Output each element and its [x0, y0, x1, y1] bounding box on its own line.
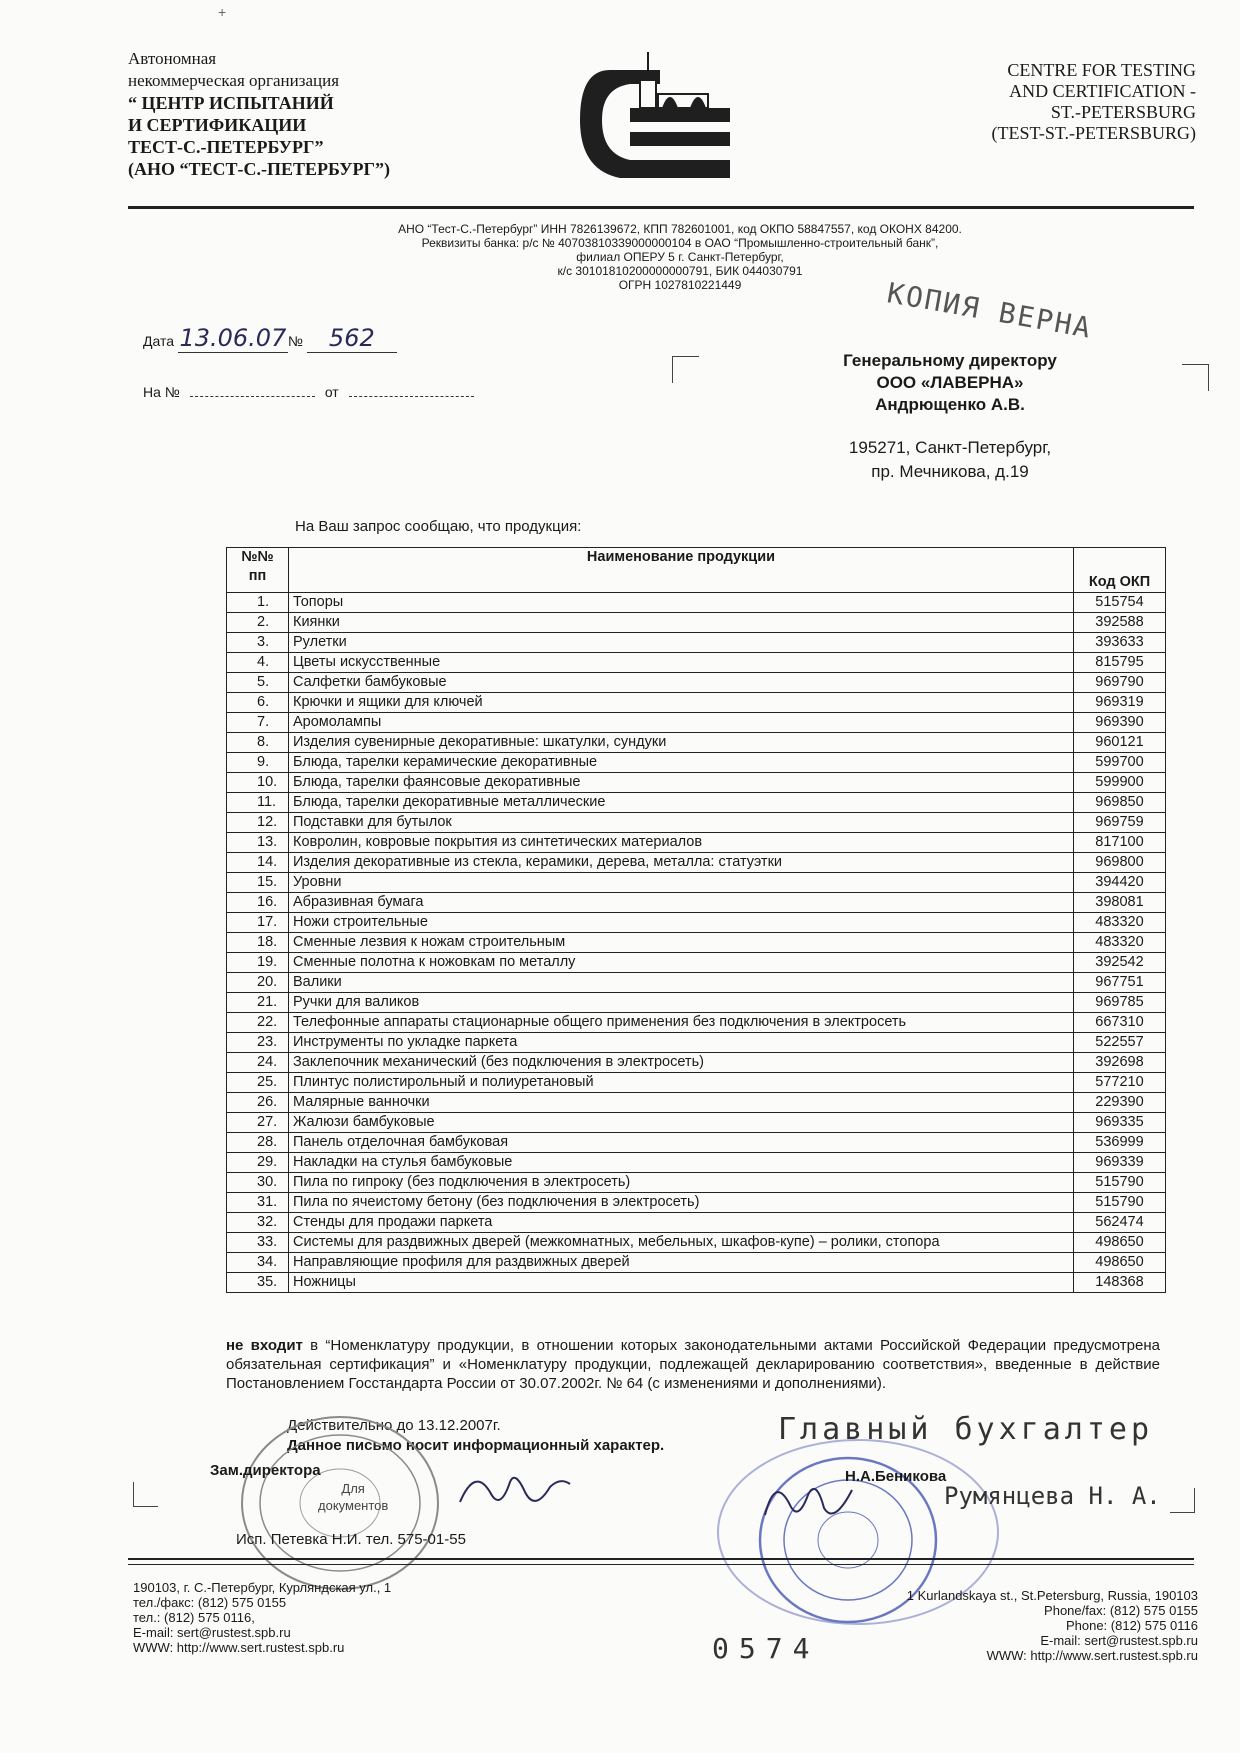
table-row [227, 1113, 1166, 1133]
footer-line: Phone: (812) 575 0116 [1065, 1618, 1198, 1633]
footer-contacts-en [907, 1588, 1198, 1663]
row-number: 12. [227, 813, 289, 833]
footer-line: 1 Kurlandskaya st., St.Petersburg, Russia, 190103 [906, 1588, 1198, 1603]
number-label: № [287, 333, 303, 349]
table-row [227, 593, 1166, 613]
org-ru-line: ТЕСТ-С.-ПЕТЕРБУРГ” [128, 137, 324, 157]
okp-code: 498650 [1074, 1253, 1166, 1273]
org-en-line: (TEST-ST.-PETERSBURG) [991, 123, 1196, 143]
org-en-line: ST.-PETERSBURG [1050, 102, 1196, 122]
bank-line: Реквизиты банка: р/с № 40703810339000000104 в ОАО “Промышленно-строительный банк”, [421, 236, 939, 250]
table-row [227, 613, 1166, 633]
product-name: Пила по ячеистому бетону (без подключения в электросеть) [289, 1193, 1074, 1213]
table-row [227, 813, 1166, 833]
row-number: 35. [227, 1273, 289, 1293]
table-row [227, 633, 1166, 653]
table-row [227, 1013, 1166, 1033]
okp-code: 817100 [1074, 833, 1166, 853]
okp-code: 498650 [1074, 1233, 1166, 1253]
okp-code: 969390 [1074, 713, 1166, 733]
okp-code: 599900 [1074, 773, 1166, 793]
validity-text: Действительно до 13.12.2007г. [287, 1417, 501, 1434]
bank-line: филиал ОПЕРУ 5 г. Санкт-Петербург, [576, 250, 784, 264]
row-number: 6. [227, 693, 289, 713]
product-name: Крючки и ящики для ключей [289, 693, 1074, 713]
row-number: 11. [227, 793, 289, 813]
date-line [143, 324, 397, 353]
director-signature-icon [455, 1462, 575, 1522]
org-ru-line: И СЕРТИФИКАЦИИ [128, 115, 307, 135]
table-row [227, 1193, 1166, 1213]
row-number: 34. [227, 1253, 289, 1273]
product-name: Ножницы [289, 1273, 1074, 1293]
row-number: 9. [227, 753, 289, 773]
org-name-en [896, 60, 1196, 144]
okp-code: 483320 [1074, 913, 1166, 933]
product-name: Киянки [289, 613, 1074, 633]
okp-code: 398081 [1074, 893, 1166, 913]
intro-text: На Ваш запрос сообщаю, что продукция: [295, 518, 582, 535]
product-name: Салфетки бамбуковые [289, 673, 1074, 693]
table-row [227, 733, 1166, 753]
table-row [227, 753, 1166, 773]
footer-line: WWW: http://www.sert.rustest.spb.ru [986, 1648, 1198, 1663]
okp-code: 483320 [1074, 933, 1166, 953]
okp-code: 562474 [1074, 1213, 1166, 1233]
product-name: Системы для раздвижных дверей (межкомнатных, мебельных, шкафов-купе) – ролики, стопора [289, 1233, 1074, 1253]
okp-code: 515790 [1074, 1173, 1166, 1193]
address-corner [1182, 364, 1209, 391]
okp-code: 392698 [1074, 1053, 1166, 1073]
row-number: 19. [227, 953, 289, 973]
okp-code: 392588 [1074, 613, 1166, 633]
product-name: Рулетки [289, 633, 1074, 653]
row-number: 20. [227, 973, 289, 993]
okp-code: 969335 [1074, 1113, 1166, 1133]
okp-code: 967751 [1074, 973, 1166, 993]
row-number: 16. [227, 893, 289, 913]
row-number: 13. [227, 833, 289, 853]
row-number: 3. [227, 633, 289, 653]
table-row [227, 1053, 1166, 1073]
cathedral-logo-icon [570, 50, 760, 190]
row-number: 17. [227, 913, 289, 933]
product-name: Сменные лезвия к ножам строительным [289, 933, 1074, 953]
table-row [227, 1093, 1166, 1113]
col-header-name: Наименование продукции [289, 548, 1074, 593]
product-name: Аромолампы [289, 713, 1074, 733]
footer-divider [128, 1564, 1194, 1565]
statement-lead: не входит [226, 1337, 303, 1354]
okp-code: 815795 [1074, 653, 1166, 673]
org-ru-line: “ ЦЕНТР ИСПЫТАНИЙ [128, 93, 334, 113]
product-name: Панель отделочная бамбуковая [289, 1133, 1074, 1153]
table-row [227, 1133, 1166, 1153]
table-row [227, 1173, 1166, 1193]
row-number: 30. [227, 1173, 289, 1193]
table-row [227, 953, 1166, 973]
table-row [227, 913, 1166, 933]
table-row [227, 1233, 1166, 1253]
number-value: 562 [307, 324, 397, 353]
row-number: 23. [227, 1033, 289, 1053]
row-number: 27. [227, 1113, 289, 1133]
row-number: 26. [227, 1093, 289, 1113]
okp-code: 969319 [1074, 693, 1166, 713]
products-table [226, 547, 1166, 1293]
chief-accountant-stamp: Главный бухгалтер [778, 1412, 1154, 1447]
address-line: пр. Мечникова, д.19 [871, 462, 1029, 481]
row-number: 21. [227, 993, 289, 1013]
okp-code: 969785 [1074, 993, 1166, 1013]
product-name: Жалюзи бамбуковые [289, 1113, 1074, 1133]
table-row [227, 653, 1166, 673]
date-label: Дата [143, 333, 175, 349]
signature-corner [1170, 1488, 1195, 1513]
footer-line: WWW: http://www.sert.rustest.spb.ru [133, 1640, 345, 1655]
date-value: 13.06.07 [179, 324, 287, 352]
bank-details [300, 222, 1060, 292]
product-name: Ручки для валиков [289, 993, 1074, 1013]
table-row [227, 1213, 1166, 1233]
row-number: 18. [227, 933, 289, 953]
okp-code: 394420 [1074, 873, 1166, 893]
okp-code: 960121 [1074, 733, 1166, 753]
footer-line: E-mail: sert@rustest.spb.ru [1040, 1633, 1198, 1648]
row-number: 1. [227, 593, 289, 613]
product-name: Изделия сувенирные декоративные: шкатулки, сундуки [289, 733, 1074, 753]
row-number: 29. [227, 1153, 289, 1173]
product-name: Блюда, тарелки фаянсовые декоративные [289, 773, 1074, 793]
address-corner [672, 356, 699, 383]
footer-line: Phone/fax: (812) 575 0155 [1044, 1603, 1198, 1618]
reply-label: На № [143, 384, 180, 400]
product-name: Стенды для продажи паркета [289, 1213, 1074, 1233]
registration-number: 0574 [712, 1632, 820, 1665]
product-name: Плинтус полистирольный и полиуретановый [289, 1073, 1074, 1093]
table-row [227, 853, 1166, 873]
okp-code: 522557 [1074, 1033, 1166, 1053]
product-name: Малярные ванночки [289, 1093, 1074, 1113]
product-name: Подставки для бутылок [289, 813, 1074, 833]
table-row [227, 1253, 1166, 1273]
footer-contacts-ru [133, 1580, 391, 1655]
okp-code: 969759 [1074, 813, 1166, 833]
table-row [227, 873, 1166, 893]
row-number: 25. [227, 1073, 289, 1093]
bank-line: ОГРН 1027810221449 [618, 278, 742, 292]
okp-code: 969790 [1074, 673, 1166, 693]
informational-text: Данное письмо носит информационный характер. [287, 1437, 665, 1454]
addressee-line: ООО «ЛАВЕРНА» [876, 373, 1024, 392]
product-name: Ковролин, ковровые покрытия из синтетических материалов [289, 833, 1074, 853]
table-row [227, 793, 1166, 813]
table-row [227, 1273, 1166, 1293]
okp-code: 229390 [1074, 1093, 1166, 1113]
table-row [227, 973, 1166, 993]
statement-text: в “Номенклатуру продукции, в отношении которых законодательными актами Российской Федерации предусмотрена обязательная сертификация” и «Номенклатуру продукции, подлежащей декларированию соответствия», введенные в действие Постановлением Госстандарта России от 30.07.2002г. № 64 (с изменениями и дополнениями). [226, 1337, 1160, 1392]
footer-line: тел./факс: (812) 575 0155 [133, 1595, 287, 1610]
row-number: 24. [227, 1053, 289, 1073]
pen-mark: + [218, 4, 227, 20]
table-row [227, 1153, 1166, 1173]
product-name: Уровни [289, 873, 1074, 893]
executor-line: Исп. Петевка Н.И. тел. 575-01-55 [236, 1531, 466, 1548]
deputy-director-label: Зам.директора [210, 1462, 321, 1479]
row-number: 15. [227, 873, 289, 893]
row-number: 7. [227, 713, 289, 733]
okp-code: 599700 [1074, 753, 1166, 773]
okp-code: 148368 [1074, 1273, 1166, 1293]
header-divider [128, 206, 1194, 209]
bank-line: к/с 30101810200000000791, БИК 044030791 [557, 264, 803, 278]
product-name: Инструменты по укладке паркета [289, 1033, 1074, 1053]
footer-line: 190103, г. С.-Петербург, Курляндская ул., 1 [133, 1580, 392, 1595]
table-row [227, 773, 1166, 793]
product-name: Телефонные аппараты стационарные общего применения без подключения в электросеть [289, 1013, 1074, 1033]
reply-line [143, 384, 484, 400]
okp-code: 667310 [1074, 1013, 1166, 1033]
okp-code: 969850 [1074, 793, 1166, 813]
org-en-line: CENTRE FOR TESTING [1007, 60, 1196, 80]
org-ru-line: некоммерческая организация [128, 71, 340, 90]
row-number: 22. [227, 1013, 289, 1033]
for-docs-line: документов [318, 1498, 389, 1513]
product-name: Абразивная бумага [289, 893, 1074, 913]
copy-stamp: КОПИЯ ВЕРНА [884, 276, 1095, 345]
okp-code: 577210 [1074, 1073, 1166, 1093]
row-number: 32. [227, 1213, 289, 1233]
accountant-name: Н.А.Беникова [845, 1468, 947, 1485]
for-docs-line: Для [341, 1481, 365, 1496]
row-number: 14. [227, 853, 289, 873]
table-header-row [227, 548, 1166, 593]
product-name: Блюда, тарелки керамические декоративные [289, 753, 1074, 773]
address-line: 195271, Санкт-Петербург, [848, 438, 1052, 457]
okp-code: 515754 [1074, 593, 1166, 613]
table-row [227, 713, 1166, 733]
bank-line: АНО “Тест-С.-Петербург” ИНН 7826139672, КПП 782601001, код ОКПО 58847557, код ОКОНХ 84200. [398, 222, 962, 236]
signature-corner [133, 1482, 158, 1507]
row-number: 2. [227, 613, 289, 633]
statement [226, 1336, 1160, 1393]
org-ru-line: (АНО “ТЕСТ-С.-ПЕТЕРБУРГ”) [128, 159, 390, 179]
addressee-line: Генеральному директору [843, 351, 1057, 370]
table-row [227, 693, 1166, 713]
product-name: Направляющие профиля для раздвижных дверей [289, 1253, 1074, 1273]
product-name: Цветы искусственные [289, 653, 1074, 673]
okp-code: 515790 [1074, 1193, 1166, 1213]
table-row [227, 993, 1166, 1013]
okp-code: 536999 [1074, 1133, 1166, 1153]
product-name: Валики [289, 973, 1074, 993]
table-row [227, 1073, 1166, 1093]
reply-blank [190, 396, 315, 397]
footer-divider [128, 1558, 1194, 1560]
table-row [227, 933, 1166, 953]
row-number: 31. [227, 1193, 289, 1213]
product-name: Заклепочник механический (без подключения в электросеть) [289, 1053, 1074, 1073]
from-blank [349, 396, 474, 397]
table-row [227, 893, 1166, 913]
product-name: Сменные полотна к ножовкам по металлу [289, 953, 1074, 973]
table-row [227, 833, 1166, 853]
product-name: Пила по гипроку (без подключения в электросеть) [289, 1173, 1074, 1193]
addressee [780, 350, 1120, 416]
product-name: Блюда, тарелки декоративные металлические [289, 793, 1074, 813]
product-name: Накладки на стулья бамбуковые [289, 1153, 1074, 1173]
addressee-line: Андрющенко А.В. [875, 395, 1025, 414]
row-number: 28. [227, 1133, 289, 1153]
okp-code: 969339 [1074, 1153, 1166, 1173]
accountant-signature-icon [760, 1470, 860, 1530]
chief-accountant-name: Румянцева Н. А. [944, 1482, 1161, 1510]
table-row [227, 673, 1166, 693]
for-documents-stamp [318, 1480, 388, 1514]
product-name: Топоры [289, 593, 1074, 613]
row-number: 4. [227, 653, 289, 673]
table-row [227, 1033, 1166, 1053]
product-name: Изделия декоративные из стекла, керамики, дерева, металла: статуэтки [289, 853, 1074, 873]
row-number: 33. [227, 1233, 289, 1253]
org-en-line: AND CERTIFICATION - [1009, 81, 1196, 101]
row-number: 5. [227, 673, 289, 693]
from-label: от [324, 384, 339, 400]
footer-line: тел.: (812) 575 0116, [133, 1610, 255, 1625]
okp-code: 392542 [1074, 953, 1166, 973]
row-number: 8. [227, 733, 289, 753]
row-number: 10. [227, 773, 289, 793]
product-name: Ножи строительные [289, 913, 1074, 933]
table-body [227, 593, 1166, 1293]
footer-line: E-mail: sert@rustest.spb.ru [133, 1625, 291, 1640]
col-header-number: №№ пп [227, 548, 289, 593]
okp-code: 969800 [1074, 853, 1166, 873]
addressee-address [800, 436, 1100, 484]
org-name-ru [128, 48, 458, 180]
org-ru-line: Автономная [128, 49, 217, 68]
col-header-code: Код ОКП [1074, 548, 1166, 593]
okp-code: 393633 [1074, 633, 1166, 653]
